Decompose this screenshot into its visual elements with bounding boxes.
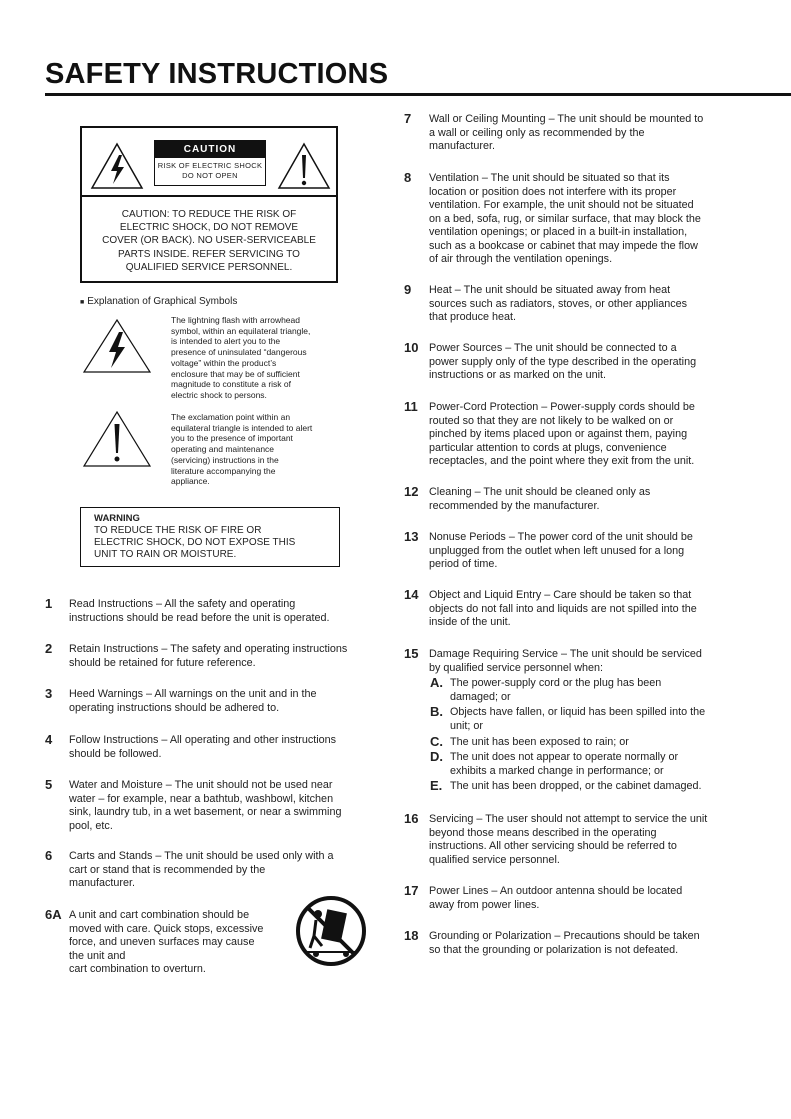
expl-line: The exclamation point within an [171,412,291,422]
list-item [429,342,696,383]
item-line: cart combination to overturn. [69,963,206,975]
caution-sub-line2: DO NOT OPEN [182,171,238,180]
item-line: pinched by items placed upon or against them, paying [429,428,688,440]
item-line: the unit and [69,949,126,962]
caution-label-box [154,140,266,186]
item-number: 11 [404,399,418,414]
list-item [429,589,697,630]
expl-line: operating and maintenance [171,444,275,455]
item-line: Water and Moisture – The unit should not be used near [69,779,333,791]
item-line: ventilation. For example, the unit should not be situated [429,199,694,211]
sub-letter: B. [430,704,443,719]
item-line: Object and Liquid Entry – Care should be taken so that [429,589,692,601]
sub-item [450,736,629,750]
lightning-triangle-icon [90,142,144,190]
expl-line: symbol, within an equilateral triangle, [171,325,311,336]
lightning-triangle-icon [82,318,152,374]
caution-line: PARTS INSIDE. REFER SERVICING TO [118,248,300,260]
item-line: Cleaning – The unit should be cleaned only as [429,486,651,498]
sub-item [450,780,702,794]
caution-line: ELECTRIC SHOCK, DO NOT REMOVE [119,222,299,234]
expl-line: enclosure that may be of sufficient [171,368,300,379]
item-line: Retain Instructions – The safety and operating instructions [69,643,348,655]
item-line: cart or stand that is recommended by the [69,863,266,876]
item-line: instructions should be read before the unit is operated. [69,611,330,624]
item-number: 10 [404,340,419,355]
bullet-icon: ■ [80,299,85,306]
explanation-title-text: Explanation of Graphical Symbols [87,296,238,307]
warning-line: TO REDUCE THE RISK OF FIRE OR [94,525,262,536]
item-line: force, and uneven surfaces may cause [69,936,255,948]
item-number: 6 [45,848,53,863]
item-line: unplugged from the outlet when left unused for a long [429,544,685,557]
warning-heading: WARNING [94,513,140,524]
item-line: should be retained for future reference. [69,656,256,669]
item-number: 4 [45,732,53,747]
sub-item-line: The unit does not appear to operate normally or [450,751,679,763]
warning-box [80,507,340,567]
item-line: period of time. [429,558,498,570]
expl-line: voltage” within the product’s [171,357,277,368]
page-title: SAFETY INSTRUCTIONS [45,58,389,90]
item-line: Power Lines – An outdoor antenna should be located [429,885,683,897]
expl-line: The lightning flash with arrowhead [171,315,300,325]
sub-item-line: The unit has been exposed to rain; or [450,736,629,748]
expl-line: literature accompanying the [171,465,276,476]
item-line: receptacles, and the point where they exit from the unit. [429,455,695,467]
item-line: Power-Cord Protection – Power-supply cords should be [429,401,695,413]
caution-line: COVER (OR BACK). NO USER-SERVICEABLE [102,235,316,247]
item-number: 13 [404,529,419,544]
list-item [429,172,701,267]
list-item [69,779,341,833]
list-item [429,648,702,675]
item-line: away from power lines. [429,898,540,911]
sub-letter: C. [430,734,443,749]
item-number: 15 [404,646,419,661]
item-line: by qualified service personnel when: [429,661,604,674]
item-line: beyond those means described in the operating [429,826,657,839]
caution-sub-line1: RISK OF ELECTRIC SHOCK [157,161,263,170]
item-line: Heat – The unit should be situated away from heat [429,284,671,296]
title-rule [45,93,791,96]
item-line: operating instructions should be adhered to. [69,701,280,714]
caution-box [80,126,338,283]
caution-header [82,128,336,197]
item-line: A unit and cart combination should be [69,909,250,921]
caution-text [86,208,332,274]
item-number: 16 [404,811,419,826]
item-line: instructions or as marked on the unit. [429,369,607,381]
list-item [429,813,707,867]
item-line: Carts and Stands – The unit should be used only with a [69,850,334,862]
caution-line: QUALIFIED SERVICE PERSONNEL. [125,261,293,273]
item-line: particular attention to cords at plugs, convenience [429,441,667,454]
item-line: a wall or ceiling only as recommended by the [429,126,645,139]
list-item [429,930,700,957]
expl-line: (servicing) instructions in the [171,454,279,465]
cart-warning-icon [296,896,366,966]
item-line: instructions. All other servicing should be referred to [429,840,677,852]
item-number: 17 [404,883,419,898]
expl-line: appliance. [171,476,210,487]
item-line: recommended by the manufacturer. [429,499,600,512]
item-line: power supply only of the type described in the operating [429,355,697,368]
expl-line: electric shock to persons. [171,389,267,400]
item-number: 6A [45,907,62,922]
list-item [429,885,682,912]
item-line: pool, etc. [69,819,113,832]
list-item [69,909,263,977]
item-number: 5 [45,777,53,792]
item-line: sink, laundry tub, in a wet basement, or near a swimming [69,806,342,818]
expl-line: you to the presence of important [171,433,293,444]
item-line: that produce heat. [429,311,517,323]
item-number: 3 [45,686,53,701]
item-line: Heed Warnings – All warnings on the unit and in the [69,688,317,700]
item-line: Follow Instructions – All operating and other instructions [69,734,337,746]
caution-label: CAUTION [155,141,265,158]
sub-letter: D. [430,749,443,764]
item-line: objects do not fall into and liquids are not spilled into the [429,602,697,615]
item-line: moved with care. Quick stops, excessive [69,922,264,935]
list-item [69,850,334,891]
sub-item-line: The unit has been dropped, or the cabinet damaged. [450,780,702,792]
list-item [69,688,316,715]
item-line: manufacturer. [69,877,136,889]
item-line: of air through the ventilation openings. [429,253,613,265]
exclamation-triangle-icon [277,142,331,190]
sub-item [450,751,678,778]
item-line: ventilation openings; or placed in a built-in installation, [429,226,688,238]
item-line: Damage Requiring Service – The unit should be serviced [429,648,702,660]
item-line: such as a bookcase or cabinet that may impede the flow [429,239,698,252]
item-line: Wall or Ceiling Mounting – The unit should be mounted to [429,113,704,125]
exclamation-explanation [171,412,341,487]
warning-line: UNIT TO RAIN OR MOISTURE. [94,549,237,560]
list-item [429,401,695,469]
exclamation-triangle-icon [82,410,152,468]
list-item [429,486,650,513]
list-item [429,113,703,154]
list-item [429,531,693,572]
item-line: on a bed, sofa, rug, or similar surface, that may block the [429,212,701,225]
list-item [69,734,336,761]
item-line: sources such as radiators, stoves, or other appliances [429,297,688,310]
item-number: 9 [404,282,412,297]
item-line: water – for example, near a bathtub, washbowl, kitchen [69,792,334,805]
sub-item [450,677,661,704]
item-number: 12 [404,484,419,499]
sub-letter: E. [430,778,443,793]
item-line: routed so that they are not likely to be walked on or [429,414,674,427]
item-number: 14 [404,587,419,602]
expl-line: is intended to alert you to the [171,336,281,347]
list-item [69,598,330,625]
item-number: 7 [404,111,412,126]
list-item [69,643,347,670]
item-line: location or position does not interfere with its proper [429,185,677,198]
list-item [429,284,687,325]
sub-letter: A. [430,675,443,690]
expl-line: equilateral triangle is intended to alert [171,422,313,433]
sub-item-line: exhibits a marked change in performance; or [450,764,664,777]
item-line: Grounding or Polarization – Precautions should be taken [429,930,700,942]
expl-line: magnitude to constitute a risk of [171,379,292,390]
item-line: inside of the unit. [429,616,511,628]
sub-item-line: unit; or [450,719,484,732]
expl-line: presence of uninsulated “dangerous [171,347,307,358]
item-line: Power Sources – The unit should be connected to a [429,342,677,354]
explanation-title [80,296,237,307]
caution-line: CAUTION: TO REDUCE THE RISK OF [121,209,297,220]
item-line: Nonuse Periods – The power cord of the unit should be [429,531,693,543]
item-line: qualified service personnel. [429,853,560,866]
sub-item-line: The power-supply cord or the plug has been [450,677,662,689]
item-line: should be followed. [69,747,162,760]
sub-item [450,706,705,733]
item-line: Ventilation – The unit should be situated so that its [429,172,670,184]
item-line: Read Instructions – All the safety and operating [69,598,296,610]
item-number: 18 [404,928,419,943]
item-number: 1 [45,596,53,611]
item-line: manufacturer. [429,140,496,152]
item-line: Servicing – The user should not attempt to service the unit [429,813,708,825]
warning-line: ELECTRIC SHOCK, DO NOT EXPOSE THIS [94,537,296,548]
item-number: 2 [45,641,53,656]
item-line: so that the grounding or polarization is not defeated. [429,943,679,956]
item-number: 8 [404,170,412,185]
sub-item-line: damaged; or [450,690,511,703]
sub-item-line: Objects have fallen, or liquid has been spilled into the [450,706,706,718]
lightning-explanation [171,315,341,401]
